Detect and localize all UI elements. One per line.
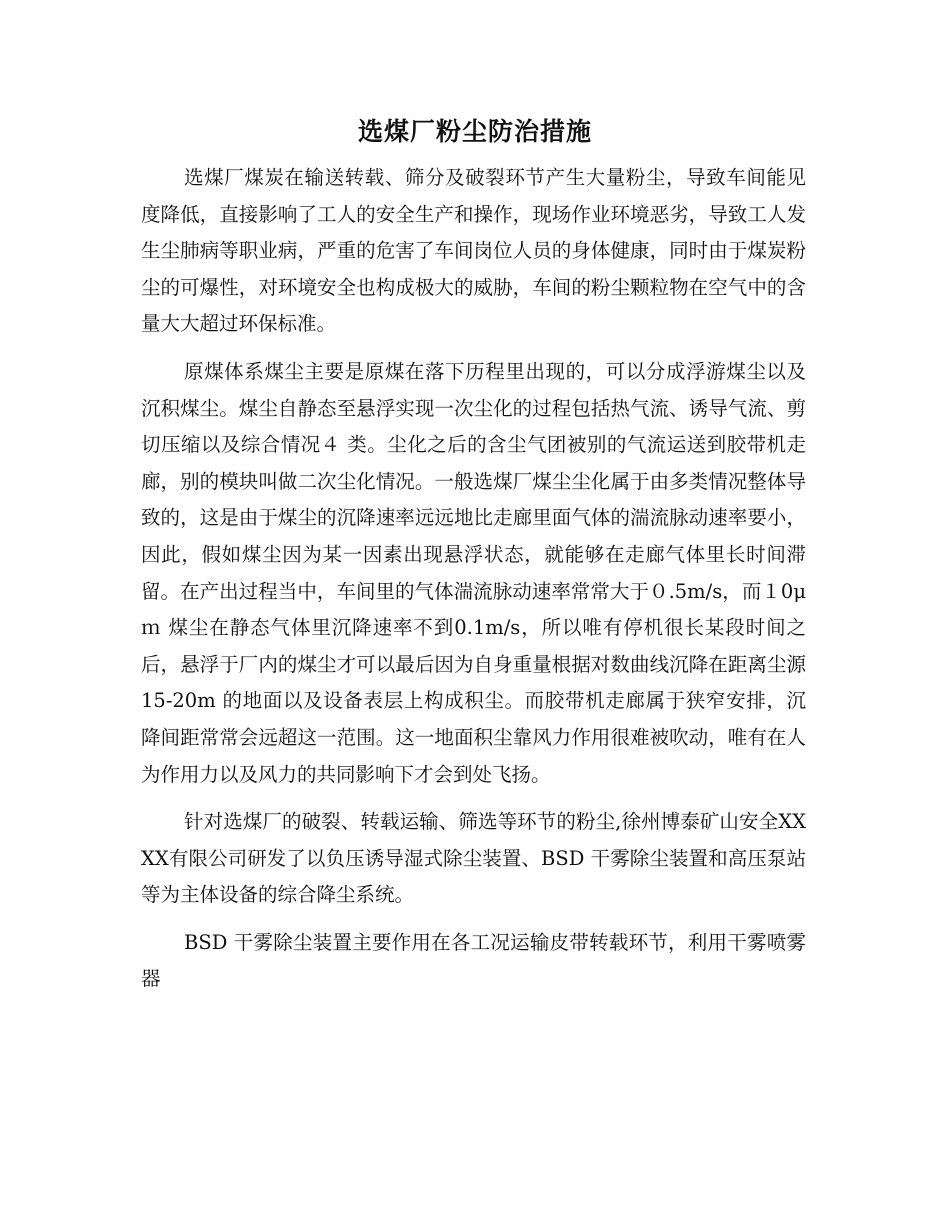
document-body: [141, 160, 806, 1009]
paragraph-1: 选煤厂煤炭在输送转载、筛分及破裂环节产生大量粉尘，导致车间能见度降低，直接影响了工人的安全生产和操作，现场作业环境恶劣，导致工人发生尘肺病等职业病，严重的危害了车间岗位人员的身体健康，同时由于煤炭粉尘的可爆性，对环境安全也构成极大的威胁，车间的粉尘颗粒物在空气中的含量大大超过环保标准。: [141, 166, 806, 336]
paragraph-4: BSD 干雾除尘装置主要作用在各工况运输皮带转载环节，利用干雾喷雾器: [141, 930, 806, 991]
paragraph-2: 原煤体系煤尘主要是原煤在落下历程里出现的，可以分成浮游煤尘以及沉积煤尘。煤尘自静态至悬浮实现一次尘化的过程包括热气流、诱导气流、剪切压缩以及综合情况４ 类。尘化之后的含尘气团被别的气流运送到胶带机走廊，别的模块叫做二次尘化情况。一般选煤厂煤尘尘化属于由多类情况整体导致的，这是由于煤尘的沉降速率远远地比走廊里面气体的湍流脉动速率要小，因此，假如煤尘因为某一因素出现悬浮状态，就能够在走廊气体里长时间滞留。在产出过程当中，车间里的气体湍流脉动速率常常大于０.5m/s，而１0μｍ 煤尘在静态气体里沉降速率不到0.1m/s，所以唯有停机很长某段时间之后，悬浮于厂内的煤尘才可以最后因为自身重量根据对数曲线沉降在距离尘源15-20m 的地面以及设备表层上构成积尘。而胶带机走廊属于狭窄安排，沉降间距常常会远超这一范围。这一地面积尘靠风力作用很难被吹动，唯有在人为作用力以及风力的共同影响下才会到处飞扬。: [141, 359, 806, 786]
document-title: 选煤厂粉尘防治措施: [357, 117, 592, 146]
paragraph-3: 针对选煤厂的破裂、转载运输、筛选等环节的粉尘,徐州博泰矿山安全XXXX有限公司研发了以负压诱导湿式除尘装置、BSD 干雾除尘装置和高压泵站等为主体设备的综合降尘系统。: [141, 810, 806, 907]
